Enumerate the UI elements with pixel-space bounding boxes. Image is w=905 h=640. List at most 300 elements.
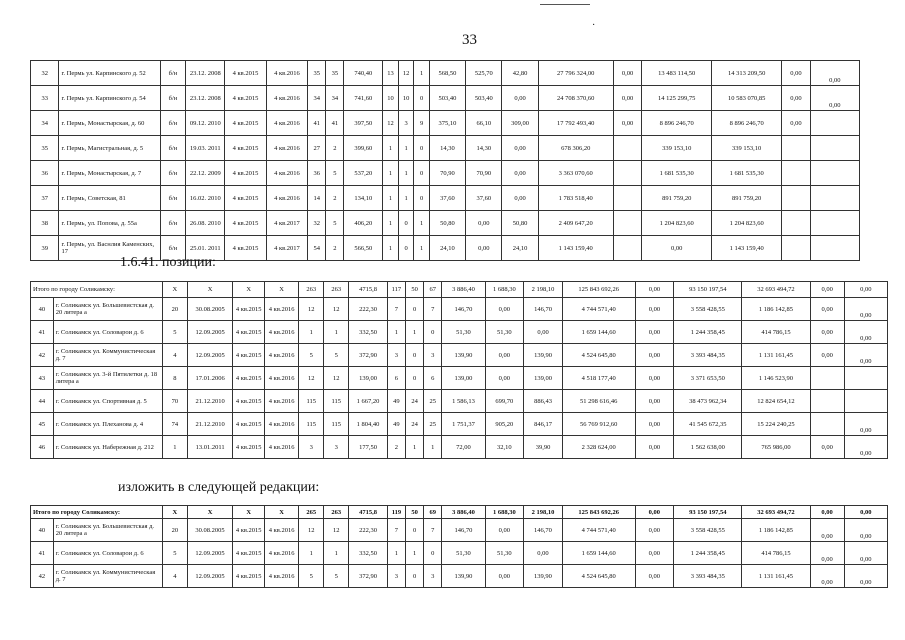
table-cell: 372,90 — [349, 344, 388, 367]
table-cell: 139,00 — [524, 367, 563, 390]
table-cell: б/н — [160, 186, 186, 211]
table-cell: 1 204 823,60 — [712, 211, 782, 236]
table-cell: 5 — [162, 542, 187, 565]
table-cell: 0,00 — [466, 211, 502, 236]
table-cell: 139,00 — [442, 367, 485, 390]
table-cell: 5 — [326, 161, 344, 186]
table-cell: 765 986,00 — [742, 436, 810, 459]
table-cell: 139,90 — [524, 565, 563, 588]
table-cell: 4 кв.2016 — [265, 519, 299, 542]
table-positions-perm — [30, 60, 860, 261]
edit-heading: изложить в следующей редакции: — [118, 480, 320, 495]
total-cell: Итого по городу Соликамску: — [31, 282, 163, 298]
table-cell: 1 — [414, 236, 430, 261]
table-cell: 8 896 246,70 — [712, 111, 782, 136]
total-cell: 119 — [387, 506, 405, 519]
table-row — [31, 344, 888, 367]
dot-mark: · — [592, 20, 596, 31]
table-cell: 32,10 — [485, 436, 524, 459]
total-cell: X — [265, 506, 299, 519]
table-cell: 0,00 — [613, 111, 641, 136]
table-cell: 146,70 — [524, 298, 563, 321]
table-cell: 1 562 638,00 — [674, 436, 742, 459]
table-cell: 12 — [299, 367, 324, 390]
table-cell: 24,10 — [502, 236, 538, 261]
table-cell: 0,00 — [635, 298, 674, 321]
table-cell: 4 кв.2015 — [233, 390, 265, 413]
total-cell: X — [187, 282, 232, 298]
table-cell: 32 — [308, 211, 326, 236]
table-cell: 905,20 — [485, 413, 524, 436]
table-cell: 1 — [414, 61, 430, 86]
table-cell: 4 кв.2016 — [265, 298, 299, 321]
table-cell: 10 — [383, 86, 399, 111]
table-cell: 7 — [387, 298, 405, 321]
table-cell: 3 — [424, 344, 442, 367]
table-cell: 222,30 — [349, 298, 388, 321]
table-cell: 0,00 — [810, 61, 859, 86]
table-cell: 1 244 358,45 — [674, 542, 742, 565]
table-cell: 1 — [398, 186, 414, 211]
table-cell: 24 — [406, 390, 424, 413]
table-row — [31, 61, 860, 86]
table-new-edition — [30, 505, 888, 588]
table-cell: 5 — [162, 321, 187, 344]
table-cell: г. Соликамск ул. Коммунистическая д. 7 — [53, 344, 162, 367]
table-cell: 5 — [324, 565, 349, 588]
table-cell: 12 824 654,12 — [742, 390, 810, 413]
table-cell: 741,60 — [344, 86, 383, 111]
table-row — [31, 390, 888, 413]
table-cell: 17.01.2006 — [187, 367, 232, 390]
table-cell: 3 — [299, 436, 324, 459]
table-cell: 12.09.2005 — [187, 542, 232, 565]
table-cell — [613, 136, 641, 161]
table-cell: 0 — [406, 298, 424, 321]
table-cell: 1 244 358,45 — [674, 321, 742, 344]
table-cell: г. Соликамск ул. Большевистская д. 20 литера а — [53, 298, 162, 321]
table-cell: б/н — [160, 136, 186, 161]
table-cell: 0,00 — [485, 367, 524, 390]
table-cell: 0,00 — [810, 344, 844, 367]
table-cell: 0,00 — [635, 367, 674, 390]
table-cell: 2 — [387, 436, 405, 459]
table-cell: 24 708 370,60 — [538, 86, 613, 111]
total-cell: X — [162, 506, 187, 519]
total-cell: 32 693 494,72 — [742, 506, 810, 519]
table-cell: г. Пермь ул. Карпинского д. 54 — [59, 86, 160, 111]
table-cell: 566,50 — [344, 236, 383, 261]
table-cell: 1 186 142,85 — [742, 298, 810, 321]
page-number: 33 — [462, 32, 477, 48]
table-cell: 6 — [387, 367, 405, 390]
table-cell: 3 558 428,55 — [674, 298, 742, 321]
table-cell: 3 371 653,50 — [674, 367, 742, 390]
section-heading: 1.6.41. позиции: — [120, 255, 216, 270]
table-row — [31, 413, 888, 436]
table-cell: 1 204 823,60 — [642, 211, 712, 236]
table-cell: 115 — [299, 390, 324, 413]
table-cell: 0,00 — [502, 86, 538, 111]
table-cell: 12 — [299, 519, 324, 542]
total-cell: 4715,8 — [349, 282, 388, 298]
table-cell: 40 — [31, 519, 54, 542]
table-cell: 0,00 — [524, 542, 563, 565]
table-cell: 0,00 — [782, 111, 810, 136]
table-cell: 0,00 — [635, 321, 674, 344]
table-cell: 1 — [414, 211, 430, 236]
total-cell: 2 198,10 — [524, 506, 563, 519]
table-cell: 13 483 114,50 — [642, 61, 712, 86]
table-cell: 4 кв.2015 — [225, 86, 266, 111]
table-cell: 74 — [162, 413, 187, 436]
table-cell: 3 — [424, 565, 442, 588]
total-cell: 1 688,30 — [485, 506, 524, 519]
table-cell: 4 кв.2015 — [225, 161, 266, 186]
table-cell: 339 153,10 — [712, 136, 782, 161]
table-cell — [810, 186, 859, 211]
table-cell: 25.01. 2011 — [186, 236, 225, 261]
table-row — [31, 111, 860, 136]
table-cell: 4 кв.2016 — [266, 186, 307, 211]
table-cell: 1 667,20 — [349, 390, 388, 413]
table-cell: 4 кв.2016 — [265, 436, 299, 459]
table-cell: 3 558 428,55 — [674, 519, 742, 542]
total-cell: 0,00 — [844, 282, 887, 298]
table-cell: 0,00 — [635, 519, 674, 542]
table-cell: б/н — [160, 61, 186, 86]
table-cell: 16.02. 2010 — [186, 186, 225, 211]
table-cell: 1 659 144,60 — [562, 542, 635, 565]
table-cell: 26.08. 2010 — [186, 211, 225, 236]
table-cell: 5 — [324, 344, 349, 367]
table-cell: 27 — [308, 136, 326, 161]
table-cell: 1 — [324, 321, 349, 344]
table-cell: 525,70 — [466, 61, 502, 86]
table-cell — [613, 236, 641, 261]
table-cell: б/н — [160, 86, 186, 111]
table-cell: 8 896 246,70 — [642, 111, 712, 136]
table-cell: 0,00 — [635, 390, 674, 413]
table-cell: 0,00 — [642, 236, 712, 261]
table-cell: 339 153,10 — [642, 136, 712, 161]
table-cell: 43 — [31, 367, 54, 390]
table-cell: 41 — [326, 111, 344, 136]
table-cell: 37,60 — [429, 186, 465, 211]
table-cell: 35 — [326, 61, 344, 86]
table-cell: 0,00 — [844, 321, 887, 344]
table-cell: 5 — [299, 565, 324, 588]
table-cell: 740,40 — [344, 61, 383, 86]
table-cell: 36 — [308, 161, 326, 186]
table-cell: 0 — [414, 186, 430, 211]
table-cell: 3 — [324, 436, 349, 459]
table-cell: 4 кв.2016 — [265, 542, 299, 565]
table-cell: 51,30 — [485, 542, 524, 565]
table-row — [31, 161, 860, 186]
table-cell: 12.09.2005 — [187, 565, 232, 588]
table-cell: 4 кв.2016 — [265, 565, 299, 588]
table-cell: 0,00 — [613, 86, 641, 111]
table-cell: 1 — [398, 161, 414, 186]
table-cell: 70,90 — [466, 161, 502, 186]
table-cell: г. Соликамск ул. Соловарои д. 6 — [53, 321, 162, 344]
table-cell: 4 кв.2016 — [266, 61, 307, 86]
table-cell: г. Пермь, ул. Васнлия Каменских, 17 — [59, 236, 160, 261]
table-cell: б/н — [160, 236, 186, 261]
table-cell: 1 804,40 — [349, 413, 388, 436]
table-cell: 1 681 535,30 — [642, 161, 712, 186]
table-cell: 886,43 — [524, 390, 563, 413]
table-cell: 0,00 — [485, 519, 524, 542]
total-cell: Итого по городу Соликамску: — [31, 506, 163, 519]
table-cell: 1 146 523,90 — [742, 367, 810, 390]
table-cell: 1 — [383, 186, 399, 211]
table-cell: 41 — [31, 542, 54, 565]
table-cell: 0,00 — [635, 436, 674, 459]
total-cell: 3 886,40 — [442, 282, 485, 298]
table-cell: 70 — [162, 390, 187, 413]
table-cell: 1 — [162, 436, 187, 459]
table-cell: 0,00 — [844, 344, 887, 367]
table-cell: 14 313 209,50 — [712, 61, 782, 86]
total-cell: 0,00 — [844, 506, 887, 519]
table-cell — [782, 236, 810, 261]
table-cell: 0 — [406, 344, 424, 367]
table-cell: 41 — [308, 111, 326, 136]
table-cell: 23.12. 2008 — [186, 86, 225, 111]
table-cell: 1 — [406, 436, 424, 459]
table-cell: 12 — [299, 298, 324, 321]
total-cell: X — [233, 506, 265, 519]
table-cell: 4 кв.2017 — [266, 236, 307, 261]
table-cell: 146,70 — [442, 519, 485, 542]
table-cell: 1 — [383, 136, 399, 161]
total-cell: X — [162, 282, 187, 298]
table-cell: г. Соликамск ул. Набережная д. 212 — [53, 436, 162, 459]
table-cell: 139,90 — [524, 344, 563, 367]
table-cell: 37 — [31, 186, 59, 211]
table-cell: 1 131 161,45 — [742, 565, 810, 588]
table-cell: 35 — [308, 61, 326, 86]
table-cell: 12.09.2005 — [187, 344, 232, 367]
table-cell: 25 — [424, 413, 442, 436]
table-cell: 0,00 — [810, 298, 844, 321]
table-cell: 4 кв.2015 — [233, 519, 265, 542]
table-cell: 1 — [383, 236, 399, 261]
table-cell: 66,10 — [466, 111, 502, 136]
table-cell: 0,00 — [502, 186, 538, 211]
table-cell: 0 — [414, 136, 430, 161]
table-cell: 6 — [424, 367, 442, 390]
table-cell: 1 586,13 — [442, 390, 485, 413]
table-cell: 14 125 299,75 — [642, 86, 712, 111]
table-cell: 0 — [414, 161, 430, 186]
table-cell: 8 — [162, 367, 187, 390]
table-cell: 41 545 672,35 — [674, 413, 742, 436]
table-cell: 414 786,15 — [742, 542, 810, 565]
total-cell: 265 — [299, 506, 324, 519]
table-cell: 46 — [31, 436, 54, 459]
table-cell: 12 — [324, 519, 349, 542]
table-cell: 0,00 — [782, 86, 810, 111]
table-cell: 1 143 159,40 — [538, 236, 613, 261]
table-cell: 678 306,20 — [538, 136, 613, 161]
table-cell: г. Пермь ул. Карпинского д. 52 — [59, 61, 160, 86]
table-cell: 4 744 571,40 — [562, 519, 635, 542]
table-row — [31, 565, 888, 588]
table-cell: 21.12.2010 — [187, 390, 232, 413]
top-rule — [540, 4, 590, 5]
table-cell: 115 — [299, 413, 324, 436]
table-row — [31, 367, 888, 390]
table-cell: 0,00 — [844, 542, 887, 565]
table-cell: 4 кв.2015 — [225, 211, 266, 236]
table-cell: 0 — [424, 542, 442, 565]
table-cell: г. Соликамск ул. Плеханова д. 4 — [53, 413, 162, 436]
table-cell: 1 681 535,30 — [712, 161, 782, 186]
table-cell: 4 кв.2016 — [265, 344, 299, 367]
total-cell: 125 843 692,26 — [562, 506, 635, 519]
table-cell: 4 кв.2015 — [233, 344, 265, 367]
table-cell: б/н — [160, 211, 186, 236]
table-cell: 4 744 571,40 — [562, 298, 635, 321]
total-row — [31, 506, 888, 519]
table-cell: 1 — [424, 436, 442, 459]
table-cell: г. Пермь, Монастырская, д. 7 — [59, 161, 160, 186]
table-cell: г. Соликамск ул. Коммунистическая д. 7 — [53, 565, 162, 588]
table-cell: 397,50 — [344, 111, 383, 136]
table-cell: 34 — [308, 86, 326, 111]
table-cell: 9 — [414, 111, 430, 136]
table-cell: 42 — [31, 565, 54, 588]
table-cell: 406,20 — [344, 211, 383, 236]
table-cell: г. Соликамск ул. Соловарои д. 6 — [53, 542, 162, 565]
table-cell: 3 — [398, 111, 414, 136]
total-cell: X — [187, 506, 232, 519]
table-cell: 36 — [31, 161, 59, 186]
table-cell: б/н — [160, 111, 186, 136]
table-cell: 50,80 — [502, 211, 538, 236]
table-cell: 39 — [31, 236, 59, 261]
table-cell: 4 кв.2015 — [233, 413, 265, 436]
table-cell: 4 — [162, 344, 187, 367]
table-cell: 1 — [398, 136, 414, 161]
table-cell: 4 — [162, 565, 187, 588]
table-row — [31, 211, 860, 236]
table-cell: г. Пермь, Монастырская, д. 60 — [59, 111, 160, 136]
total-cell: 263 — [324, 506, 349, 519]
table-cell: 146,70 — [524, 519, 563, 542]
table-cell: 24 — [406, 413, 424, 436]
table-cell: 33 — [31, 86, 59, 111]
table-cell: 0,00 — [485, 565, 524, 588]
total-cell: 50 — [406, 282, 424, 298]
table-cell: 4 кв.2015 — [225, 186, 266, 211]
table-cell: 0,00 — [635, 413, 674, 436]
table-cell: 4 кв.2015 — [233, 565, 265, 588]
table-cell: 17 792 493,40 — [538, 111, 613, 136]
total-cell: 93 150 197,54 — [674, 506, 742, 519]
table-cell: 54 — [308, 236, 326, 261]
table-cell: 0,00 — [485, 298, 524, 321]
table-cell: 332,50 — [349, 542, 388, 565]
table-cell: 4 кв.2015 — [225, 136, 266, 161]
table-cell: 134,10 — [344, 186, 383, 211]
table-cell: 23.12. 2008 — [186, 61, 225, 86]
table-cell: 51,30 — [442, 542, 485, 565]
table-cell: 0,00 — [635, 344, 674, 367]
table-row — [31, 186, 860, 211]
table-cell: 09.12. 2010 — [186, 111, 225, 136]
table-cell — [810, 236, 859, 261]
table-cell: 2 — [326, 186, 344, 211]
total-cell: 0,00 — [810, 506, 844, 519]
table-cell: 0 — [414, 86, 430, 111]
table-cell: 4 кв.2015 — [225, 236, 266, 261]
table-cell: 375,10 — [429, 111, 465, 136]
table-cell: 0,00 — [635, 565, 674, 588]
table-cell: 139,00 — [349, 367, 388, 390]
table-cell: 4 кв.2016 — [266, 111, 307, 136]
table-cell: 0,00 — [844, 413, 887, 436]
table-cell — [782, 211, 810, 236]
table-cell: 4 кв.2016 — [265, 413, 299, 436]
table-cell: 1 — [383, 161, 399, 186]
table-cell: 50,80 — [429, 211, 465, 236]
table-cell: 24,10 — [429, 236, 465, 261]
table-cell — [810, 390, 844, 413]
table-cell: 7 — [424, 298, 442, 321]
table-cell: б/н — [160, 161, 186, 186]
table-cell: 0,00 — [502, 136, 538, 161]
table-cell: 0,00 — [810, 519, 844, 542]
table-cell: 0,00 — [844, 519, 887, 542]
table-cell: 3 — [387, 344, 405, 367]
table-row — [31, 136, 860, 161]
table-cell: 51,30 — [442, 321, 485, 344]
table-cell: 4 кв.2015 — [233, 367, 265, 390]
table-cell: 399,60 — [344, 136, 383, 161]
table-cell: 34 — [326, 86, 344, 111]
table-cell: 4 кв.2015 — [225, 111, 266, 136]
table-cell: 22.12. 2009 — [186, 161, 225, 186]
table-cell: 503,40 — [429, 86, 465, 111]
table-cell — [613, 161, 641, 186]
table-cell — [810, 367, 844, 390]
table-cell: 7 — [424, 519, 442, 542]
table-cell: 41 — [31, 321, 54, 344]
table-cell: 139,90 — [442, 565, 485, 588]
table-cell: 1 186 142,85 — [742, 519, 810, 542]
table-cell — [844, 367, 887, 390]
table-cell: 115 — [324, 390, 349, 413]
table-cell: 70,90 — [429, 161, 465, 186]
table-row — [31, 542, 888, 565]
table-cell: 4 кв.2016 — [265, 390, 299, 413]
table-cell: 20 — [162, 298, 187, 321]
table-cell: 4 кв.2015 — [233, 321, 265, 344]
table-cell: 568,50 — [429, 61, 465, 86]
table-cell: 414 786,15 — [742, 321, 810, 344]
table-cell: 10 583 070,85 — [712, 86, 782, 111]
table-cell: 0,00 — [810, 565, 844, 588]
table-cell: 1 — [299, 542, 324, 565]
table-cell: 0,00 — [844, 298, 887, 321]
table-row — [31, 298, 888, 321]
table-cell: 5 — [299, 344, 324, 367]
table-cell: 51 298 616,46 — [562, 390, 635, 413]
